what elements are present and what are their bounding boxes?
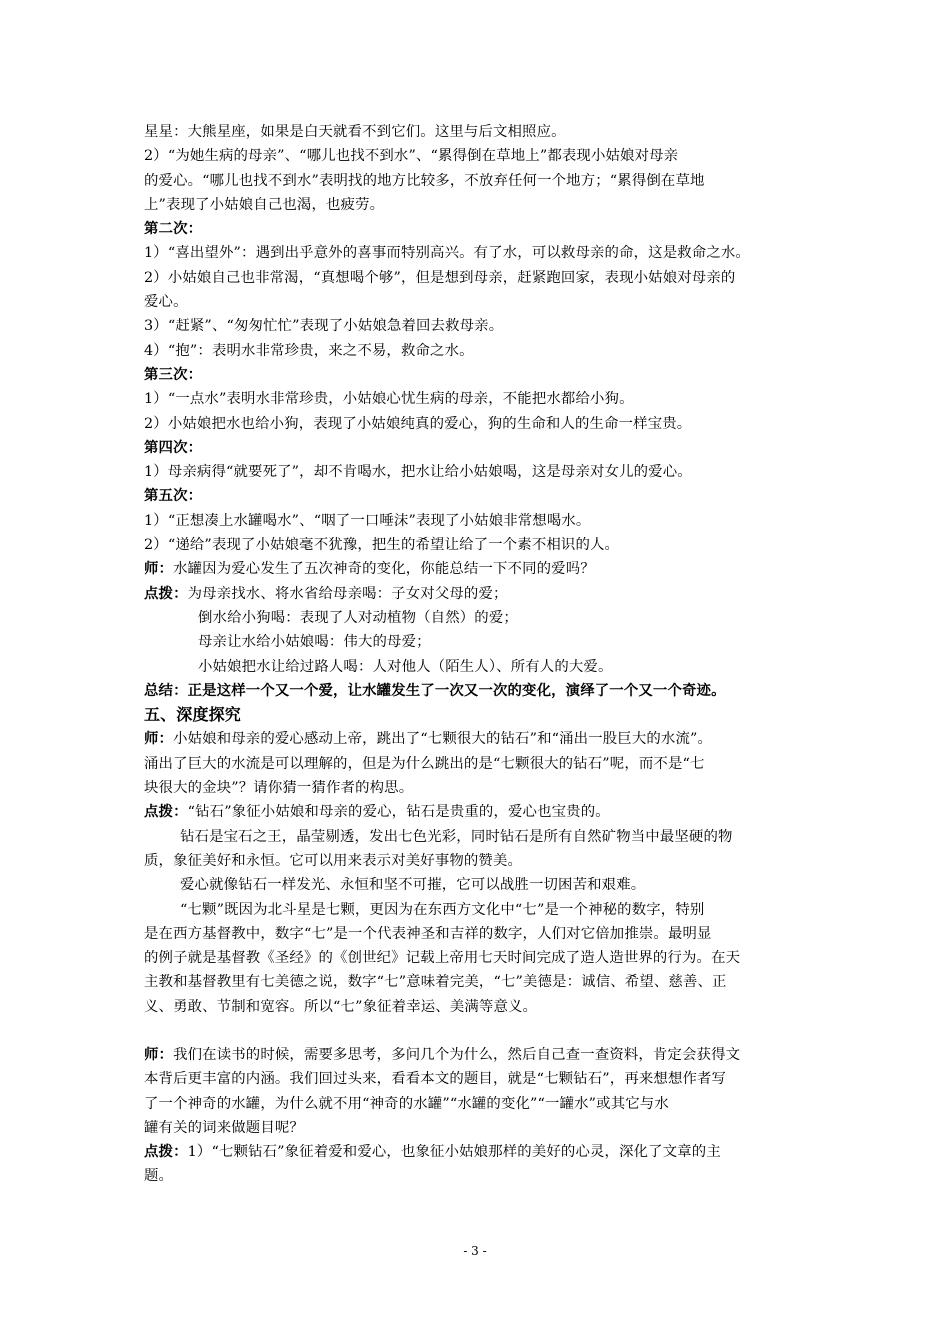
- text-line: 的例子就是基督教《圣经》的《创世纪》记载上帝用七天时间完成了造人造世界的行为。在天: [144, 950, 741, 967]
- text-line: 爱心就像钻石一样发光、永恒和坚不可摧，它可以战胜一切困苦和艰难。: [180, 877, 646, 894]
- teacher-question: [144, 727, 824, 751]
- text-line: 2）小姑娘把水也给小狗，表现了小姑娘纯真的爱心，狗的生命和人的生命一样宝贵。: [144, 415, 692, 432]
- summary-text: 正是这样一个又一个爱，让水罐发生了一次又一次的变化，演绎了一个又一个奇迹。: [187, 681, 726, 699]
- speaker-label: 师：: [144, 730, 174, 748]
- text-line: 义、勇敢、节制和宽容。所以“七”象征着幸运、美满等意义。: [144, 998, 538, 1015]
- text-line: 钻石是宝石之王，晶莹剔透，发出七色光彩，同时钻石是所有自然矿物当中最坚硬的物: [180, 828, 733, 845]
- text-line: 题。: [144, 1168, 174, 1185]
- text-line: 倒水给小狗喝：表现了人对动植物（自然）的爱；: [198, 609, 518, 626]
- section-label-second: 第二次：: [144, 220, 203, 238]
- text-line: “七颗”既因为北斗星是七颗，更因为在东西方文化中“七”是一个神秘的数字，特别: [180, 901, 705, 918]
- hint-line: [144, 1140, 824, 1164]
- text-line: 母亲让水给小姑娘喝：伟大的母爱；: [198, 634, 431, 651]
- section-label-fourth: 第四次：: [144, 438, 203, 456]
- blank-line: [144, 1019, 824, 1043]
- hint-label: 点拨：: [144, 803, 188, 821]
- text-line: 1）“喜出望外”：遇到出乎意外的喜事而特别高兴。有了水，可以救母亲的命，这是救命之水。: [144, 245, 750, 262]
- question-text: 水罐因为爱心发生了五次神奇的变化，你能总结一下不同的爱吗？: [173, 561, 595, 578]
- hint-label: 点拨：: [144, 584, 188, 602]
- page-number: - 3 -: [463, 1244, 487, 1258]
- hint-text: “钻石”象征小姑娘和母亲的爱心，钻石是贵重的，爱心也宝贵的。: [187, 804, 610, 821]
- speaker-label: 师：: [144, 560, 174, 578]
- hint-line: [144, 800, 824, 824]
- hint-line: [144, 582, 824, 606]
- text-line: 涌出了巨大的水流是可以理解的，但是为什么跳出的是“七颗很大的钻石”呢，而不是“七: [144, 755, 705, 772]
- text-line: 小姑娘把水让给过路人喝：人对他人（陌生人）、所有人的大爱。: [198, 658, 613, 675]
- teacher-question: [144, 557, 824, 581]
- text-line: 的爱心。“哪儿也找不到水”表明找的地方比较多，不放弃任何一个地方；“累得倒在草地: [144, 172, 705, 189]
- text-line: 2）小姑娘自己也非常渴，“真想喝个够”，但是想到母亲，赶紧跑回家，表现小姑娘对母亲的: [144, 269, 736, 286]
- text-line: 1）“正想凑上水罐喝水”、“咽了一口唾沫”表现了小姑娘非常想喝水。: [144, 512, 591, 529]
- text-line: 2）“递给”表现了小姑娘毫不犹豫，把生的希望让给了一个素不相识的人。: [144, 537, 620, 554]
- text-line: 1）“一点水”表明水非常珍贵，小姑娘心忧生病的母亲，不能把水都给小狗。: [144, 391, 634, 408]
- text-line: 上”表现了小姑娘自己也渴，也疲劳。: [144, 196, 385, 213]
- hint-text: 为母亲找水、将水省给母亲喝：子女对父母的爱；: [187, 585, 508, 602]
- text-line: 3）“赶紧”、“匆匆忙忙”表现了小姑娘急着回去救母亲。: [144, 318, 504, 335]
- section-heading: 五、深度探究: [144, 705, 241, 725]
- document-body: [144, 120, 824, 1189]
- question-text: 我们在读书的时候，需要多思考，多问几个为什么，然后自己查一查资料，肯定会获得文: [173, 1046, 741, 1063]
- text-line: 了一个神奇的水罐，为什么就不用“神奇的水罐”“水罐的变化”“一罐水”或其它与水: [144, 1095, 669, 1112]
- text-line: 主教和基督教里有七美德之说，数字“七”意味着完美，“七”美德是：诚信、希望、慈善、正: [144, 974, 727, 991]
- text-line: 4）“抱”：表明水非常珍贵，来之不易，救命之水。: [144, 342, 474, 359]
- hint-text: 1）“七颗钻石”象征着爱和爱心，也象征小姑娘那样的美好的心灵，深化了文章的主: [187, 1144, 721, 1161]
- text-line: 本背后更丰富的内涵。我们回过头来，看看本文的题目，就是“七颗钻石”，再来想想作者写: [144, 1071, 727, 1088]
- speaker-label: 师：: [144, 1045, 174, 1063]
- text-line: 2）“为她生病的母亲”、“哪儿也找不到水”、“累得倒在草地上”都表现小姑娘对母亲: [144, 148, 679, 165]
- text-line: 罐有关的词来做题目呢？: [144, 1119, 304, 1136]
- text-line: 块很大的金块”？请你猜一猜作者的构思。: [144, 780, 414, 797]
- text-line: 质，象征美好和永恒。它可以用来表示对美好事物的赞美。: [144, 852, 523, 869]
- section-label-third: 第三次：: [144, 365, 203, 383]
- summary-line: [144, 679, 824, 703]
- text-line: 星星：大熊星座，如果是白天就看不到它们。这里与后文相照应。: [144, 124, 566, 140]
- summary-label: 总结：: [144, 681, 188, 699]
- question-text: 小姑娘和母亲的爱心感动上帝，跳出了“七颗很大的钻石”和“涌出一股巨大的水流”。: [173, 731, 713, 748]
- text-line: 爱心。: [144, 294, 188, 311]
- section-label-fifth: 第五次：: [144, 487, 203, 505]
- text-line: 是在西方基督教中，数字“七”是一个代表神圣和吉祥的数字，人们对它倍加推崇。最明显: [144, 925, 712, 942]
- text-line: 1）母亲病得“就要死了”，却不肯喝水，把水让给小姑娘喝，这是母亲对女儿的爱心。: [144, 464, 692, 481]
- hint-label: 点拨：: [144, 1143, 188, 1161]
- teacher-question: [144, 1043, 824, 1067]
